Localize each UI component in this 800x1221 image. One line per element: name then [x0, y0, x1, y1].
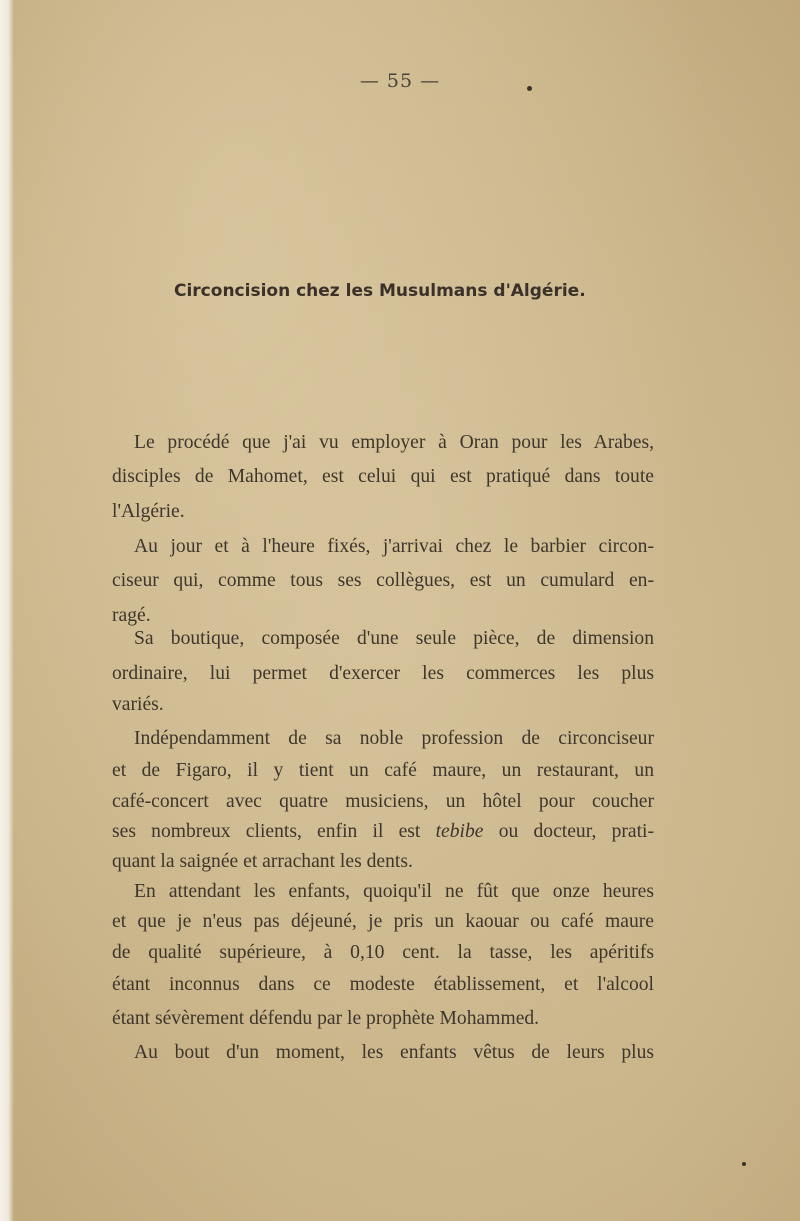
italic-term: tebibe [435, 821, 484, 842]
text-line: ciseur qui, comme tous ses collègues, est un cumulard en- [112, 570, 654, 591]
text-line: de qualité supérieure, à 0,10 cent. la tasse, les apéritifs [112, 942, 654, 963]
chapter-title: Circoncision chez les Musulmans d'Algérie. [174, 281, 586, 301]
text-line: étant inconnus dans ce modeste établissement, et l'alcool [112, 974, 654, 995]
text-line: étant sévèrement défendu par le prophète Mohammed. [112, 1008, 540, 1029]
text-line: Au bout d'un moment, les enfants vêtus de leurs plus [134, 1042, 654, 1063]
text-line: l'Algérie. [112, 501, 185, 522]
ink-speck [742, 1162, 746, 1166]
text-line: Indépendamment de sa noble profession de circonciseur [134, 728, 654, 749]
text-line: Au jour et à l'heure fixés, j'arrivai chez le barbier circon- [134, 536, 654, 557]
text-line: En attendant les enfants, quoiqu'il ne fût que onze heures [134, 881, 654, 902]
text-line: Sa boutique, composée d'une seule pièce, de dimension [134, 628, 654, 649]
text-line: Le procédé que j'ai vu employer à Oran pour les Arabes, [134, 432, 654, 453]
text-line [112, 820, 654, 844]
text-line: disciples de Mahomet, est celui qui est pratiqué dans toute [112, 466, 654, 487]
text-line: et de Figaro, il y tient un café maure, un restaurant, un [112, 760, 654, 781]
text-line: café-concert avec quatre musiciens, un hôtel pour coucher [112, 791, 654, 812]
text-line: et que je n'eus pas déjeuné, je pris un kaouar ou café maure [112, 911, 654, 932]
text-line: ordinaire, lui permet d'exercer les commerces les plus [112, 663, 654, 684]
text-line: quant la saignée et arrachant les dents. [112, 851, 413, 872]
text-run: ou docteur, prati- [498, 821, 655, 842]
text-line: variés. [112, 694, 164, 715]
text-line: ragé. [112, 605, 151, 626]
page-number: — 55 — [359, 70, 441, 92]
text-run: ses nombreux clients, enfin il est [112, 821, 421, 842]
page-edge [0, 0, 14, 1221]
